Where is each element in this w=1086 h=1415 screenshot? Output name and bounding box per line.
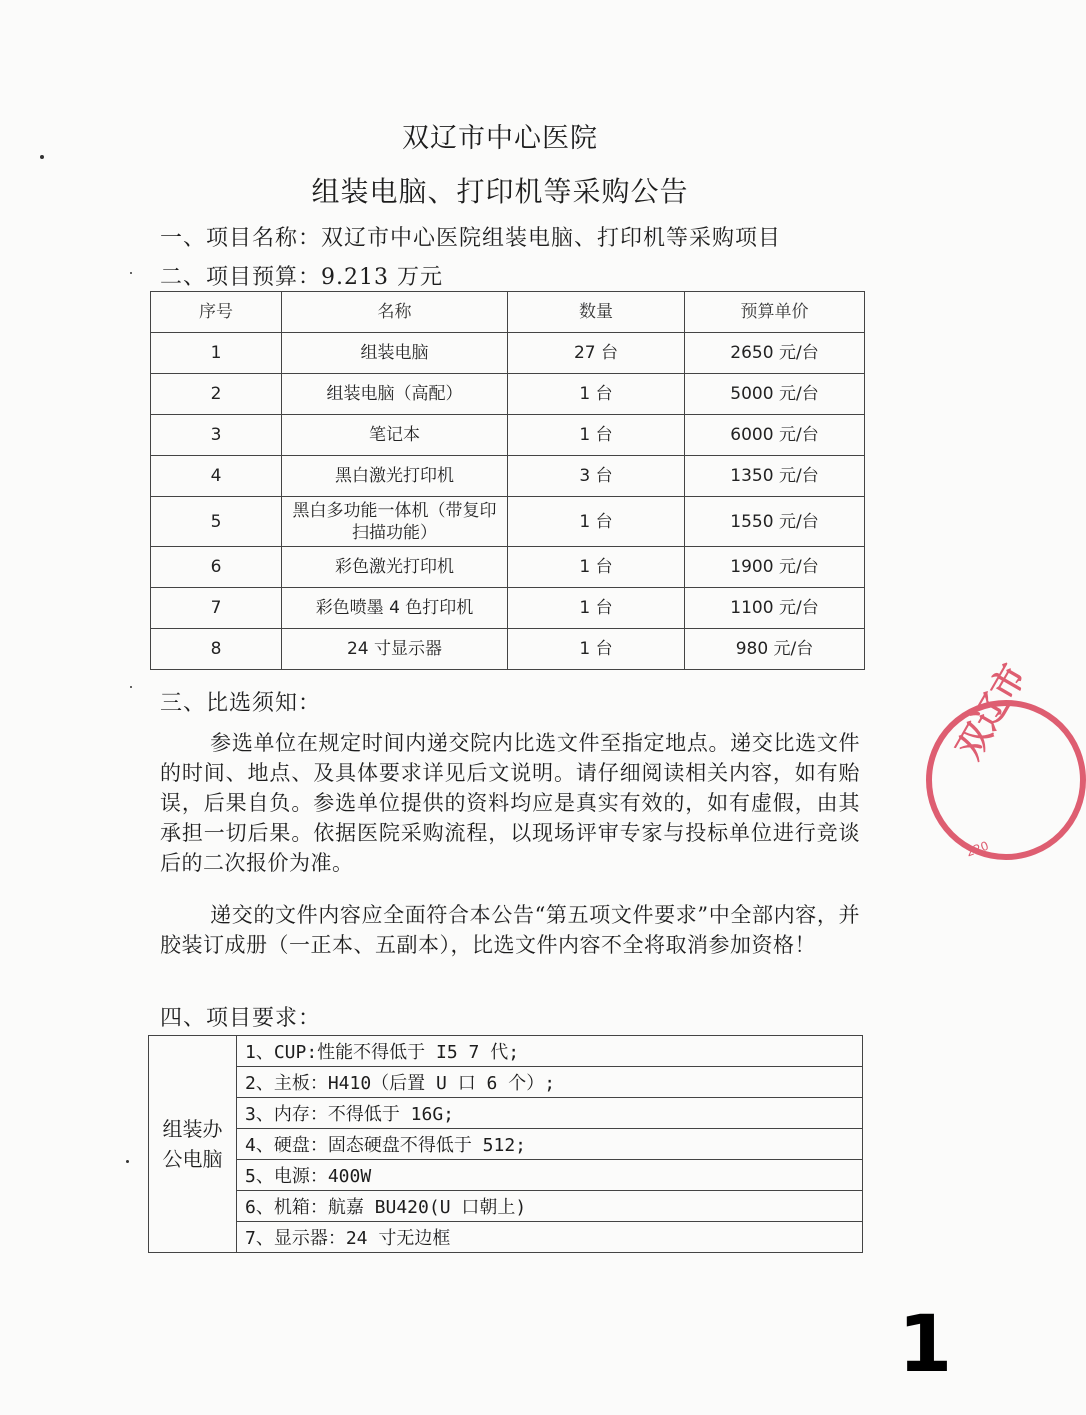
table-row [149,1067,863,1098]
scan-speck [126,1160,129,1163]
cell-index: 8 [151,629,282,670]
cell-index: 5 [151,497,282,547]
requirement-item: 6、机箱：航嘉 BU420(U 口朝上) [237,1191,863,1222]
requirements-category [149,1036,237,1253]
page-number: 1 [898,1300,953,1390]
cell-index: 3 [151,415,282,456]
scan-speck [130,272,132,274]
document-title-announcement: 组装电脑、打印机等采购公告 [311,175,689,208]
table-row [151,588,865,629]
cell-quantity: 1 台 [508,497,685,547]
cell-name: 24 寸显示器 [282,629,508,670]
requirements-table [148,1035,863,1253]
cell-unit-price: 1550 元/台 [685,497,865,547]
cell-unit-price: 980 元/台 [685,629,865,670]
scan-speck [130,686,132,688]
cell-quantity: 1 台 [508,629,685,670]
selection-notice-paragraph-1 [160,728,860,878]
requirement-item: 1、CUP:性能不得低于 I5 7 代; [237,1036,863,1067]
header-cell-index: 序号 [151,292,282,333]
cell-unit-price: 5000 元/台 [685,374,865,415]
requirement-item: 2、主板：H410（后置 U 口 6 个）; [237,1067,863,1098]
red-seal-stamp [926,657,1086,860]
header-cell-unit-price: 预算单价 [685,292,865,333]
requirement-item: 4、硬盘：固态硬盘不得低于 512; [237,1129,863,1160]
project-requirements-heading: 四、项目要求： [160,1006,322,1031]
cell-unit-price: 1100 元/台 [685,588,865,629]
paragraph-2-text: 递交的文件内容应全面符合本公告“第五项文件要求”中全部内容，并胶装订成册（一正本、五副本），比选文件内容不全将取消参加资格！ [160,903,860,957]
paragraph-1-text: 参选单位在规定时间内递交院内比选文件至指定地点。递交比选文件的时间、地点、及具体要求详见后文说明。请仔细阅读相关内容，如有贻误，后果自负。参选单位提供的资料均应是真实有效的，如有虚假，由其承担一切后果。依据医院采购流程，以现场评审专家与投标单位进行竞谈后的二次报价为准。 [160,731,860,875]
cell-name: 黑白激光打印机 [282,456,508,497]
requirement-item: 7、显示器：24 寸无边框 [237,1222,863,1253]
budget-table [150,291,865,670]
cell-index: 1 [151,333,282,374]
table-row [149,1098,863,1129]
table-row [151,333,865,374]
selection-notice-paragraph-2 [160,900,860,960]
table-row [151,415,865,456]
cell-name: 组装电脑（高配） [282,374,508,415]
cell-quantity: 27 台 [508,333,685,374]
seal-number: 220 [964,838,991,860]
cell-quantity: 1 台 [508,374,685,415]
cell-name: 笔记本 [282,415,508,456]
table-row [149,1129,863,1160]
cell-index: 6 [151,547,282,588]
table-row [149,1222,863,1253]
cell-index: 2 [151,374,282,415]
table-row [149,1160,863,1191]
cell-quantity: 1 台 [508,415,685,456]
scan-speck [40,155,44,159]
cell-index: 7 [151,588,282,629]
project-name-line: 一、项目名称：双辽市中心医院组装电脑、打印机等采购项目 [160,226,782,251]
table-row [151,629,865,670]
cell-quantity: 3 台 [508,456,685,497]
cell-name: 组装电脑 [282,333,508,374]
document-title-hospital: 双辽市中心医院 [402,123,598,154]
cell-unit-price: 1900 元/台 [685,547,865,588]
table-row [151,374,865,415]
seal-text: 双辽市 [948,657,1035,766]
header-cell-name: 名称 [282,292,508,333]
category-label: 组装办公电脑 [162,1117,223,1171]
cell-index: 4 [151,456,282,497]
table-row [149,1036,863,1067]
budget-table-header-row [151,292,865,333]
cell-name: 彩色喷墨 4 色打印机 [282,588,508,629]
cell-quantity: 1 台 [508,588,685,629]
table-row [151,497,865,547]
requirement-item: 3、内存：不得低于 16G; [237,1098,863,1129]
cell-unit-price: 2650 元/台 [685,333,865,374]
cell-quantity: 1 台 [508,547,685,588]
selection-notice-heading: 三、比选须知： [160,691,322,716]
cell-name: 彩色激光打印机 [282,547,508,588]
cell-unit-price: 6000 元/台 [685,415,865,456]
project-budget-line: 二、项目预算：9.213 万元 [160,265,443,290]
requirement-item: 5、电源：400W [237,1160,863,1191]
cell-unit-price: 1350 元/台 [685,456,865,497]
table-row [149,1191,863,1222]
header-cell-quantity: 数量 [508,292,685,333]
table-row [151,456,865,497]
cell-name: 黑白多功能一体机（带复印扫描功能） [282,497,508,547]
table-row [151,547,865,588]
